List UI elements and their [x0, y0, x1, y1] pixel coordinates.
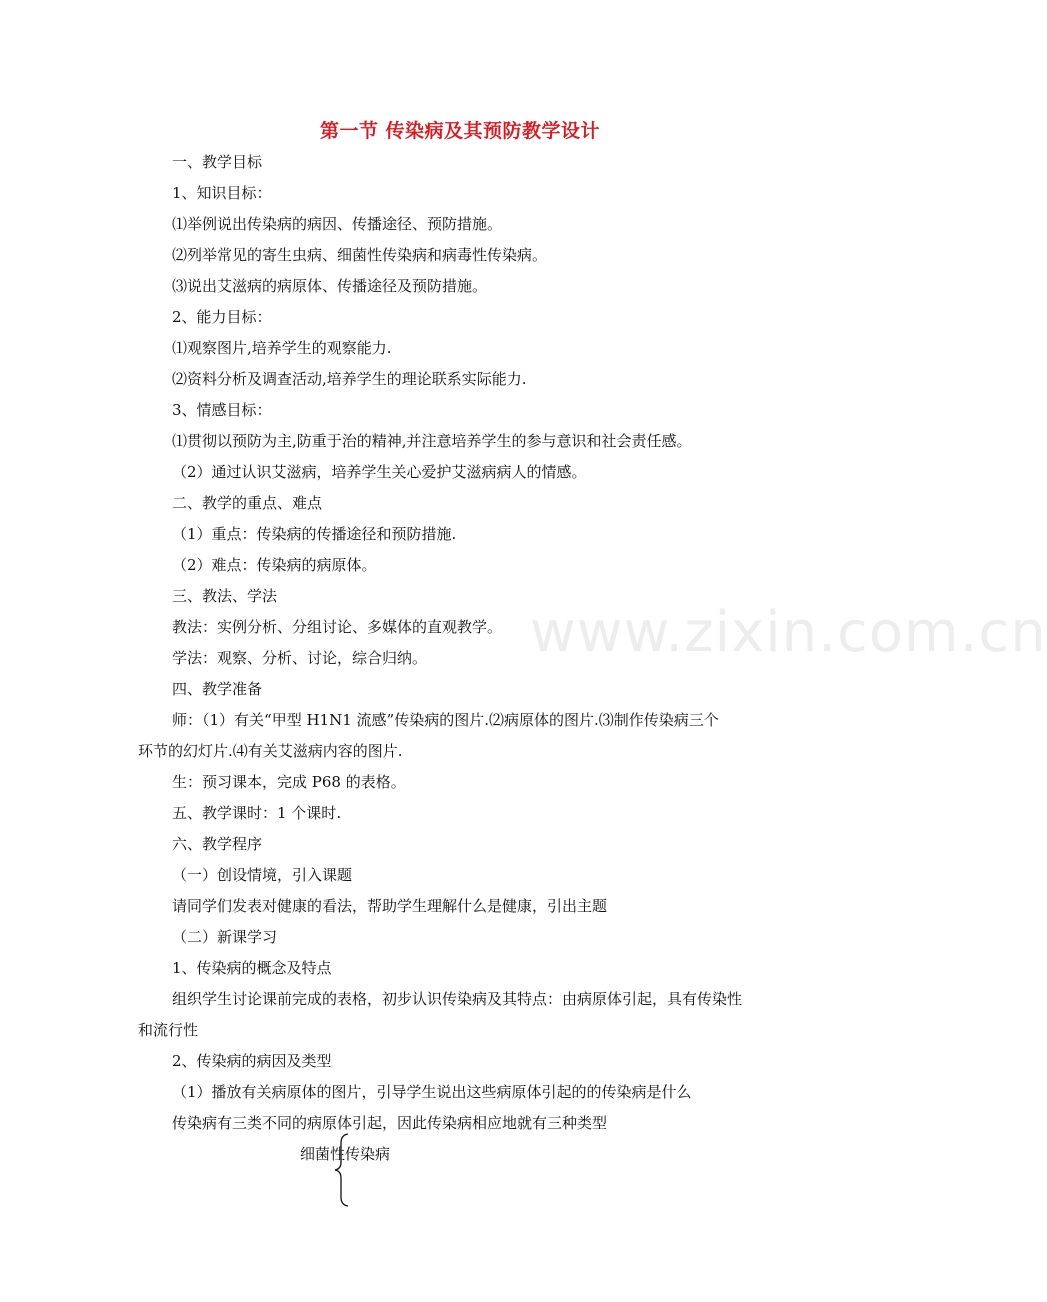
text-line: 环节的幻灯片.⑷有关艾滋病内容的图片. — [138, 742, 403, 760]
text-line: ⑵列举常见的寄生虫病、细菌性传染病和病毒性传染病。 — [172, 246, 548, 264]
section-heading-preparation: 四、教学准备 — [172, 680, 263, 698]
text-line: ⑴举例说出传染病的病因、传播途径、预防措施。 — [172, 215, 503, 233]
text-line: （一）创设情境，引入课题 — [172, 866, 353, 884]
text-line: 师：（1）有关“甲型 H1N1 流感”传染病的图片.⑵病原体的图片.⑶制作传染病三个 — [172, 711, 719, 729]
text-line: （二）新课学习 — [172, 928, 278, 946]
text-line: 学法：观察、分析、讨论，综合归纳。 — [172, 649, 428, 667]
section-heading-procedure: 六、教学程序 — [172, 835, 263, 853]
classification-item: 细菌性传染病 — [300, 1145, 391, 1163]
curly-brace-icon — [332, 1133, 352, 1207]
text-line: ⑵资料分析及调查活动,培养学生的理论联系实际能力. — [172, 370, 527, 388]
text-line: （2）难点：传染病的病原体。 — [172, 556, 377, 574]
text-line: ⑴观察图片,培养学生的观察能力. — [172, 339, 392, 357]
subheading-knowledge: 1、知识目标： — [172, 184, 272, 202]
text-line: ⑶说出艾滋病的病原体、传播途径及预防措施。 — [172, 277, 488, 295]
section-heading-objectives: 一、教学目标 — [172, 153, 263, 171]
text-line: 传染病有三类不同的病原体引起，因此传染病相应地就有三种类型 — [172, 1114, 608, 1132]
text-line: 和流行性 — [138, 1021, 199, 1039]
text-line: （1）播放有关病原体的图片，引导学生说出这些病原体引起的的传染病是什么 — [172, 1083, 692, 1101]
text-line: 请同学们发表对健康的看法，帮助学生理解什么是健康，引出主题 — [172, 897, 608, 915]
watermark: www.zixin.com.cn — [530, 600, 1047, 665]
text-line: 组织学生讨论课前完成的表格，初步认识传染病及其特点：由病原体引起，具有传染性 — [172, 990, 743, 1008]
text-line: 生：预习课本，完成 P68 的表格。 — [172, 773, 406, 791]
text-line: 2、传染病的病因及类型 — [172, 1052, 332, 1070]
text-line: 1、传染病的概念及特点 — [172, 959, 332, 977]
text-line: （2）通过认识艾滋病，培养学生关心爱护艾滋病病人的情感。 — [172, 463, 587, 481]
subheading-ability: 2、能力目标： — [172, 308, 272, 326]
text-line: 教法：实例分析、分组讨论、多媒体的直观教学。 — [172, 618, 503, 636]
text-line: ⑴贯彻以预防为主,防重于治的精神,并注意培养学生的参与意识和社会责任感。 — [172, 432, 692, 450]
document-title: 第一节 传染病及其预防教学设计 — [319, 120, 601, 142]
subheading-emotion: 3、情感目标： — [172, 401, 272, 419]
text-line: （1）重点：传染病的传播途径和预防措施. — [172, 525, 457, 543]
section-heading-methods: 三、教法、学法 — [172, 587, 278, 605]
section-heading-keypoints: 二、教学的重点、难点 — [172, 494, 323, 512]
section-heading-hours: 五、教学课时：1 个课时. — [172, 804, 342, 822]
